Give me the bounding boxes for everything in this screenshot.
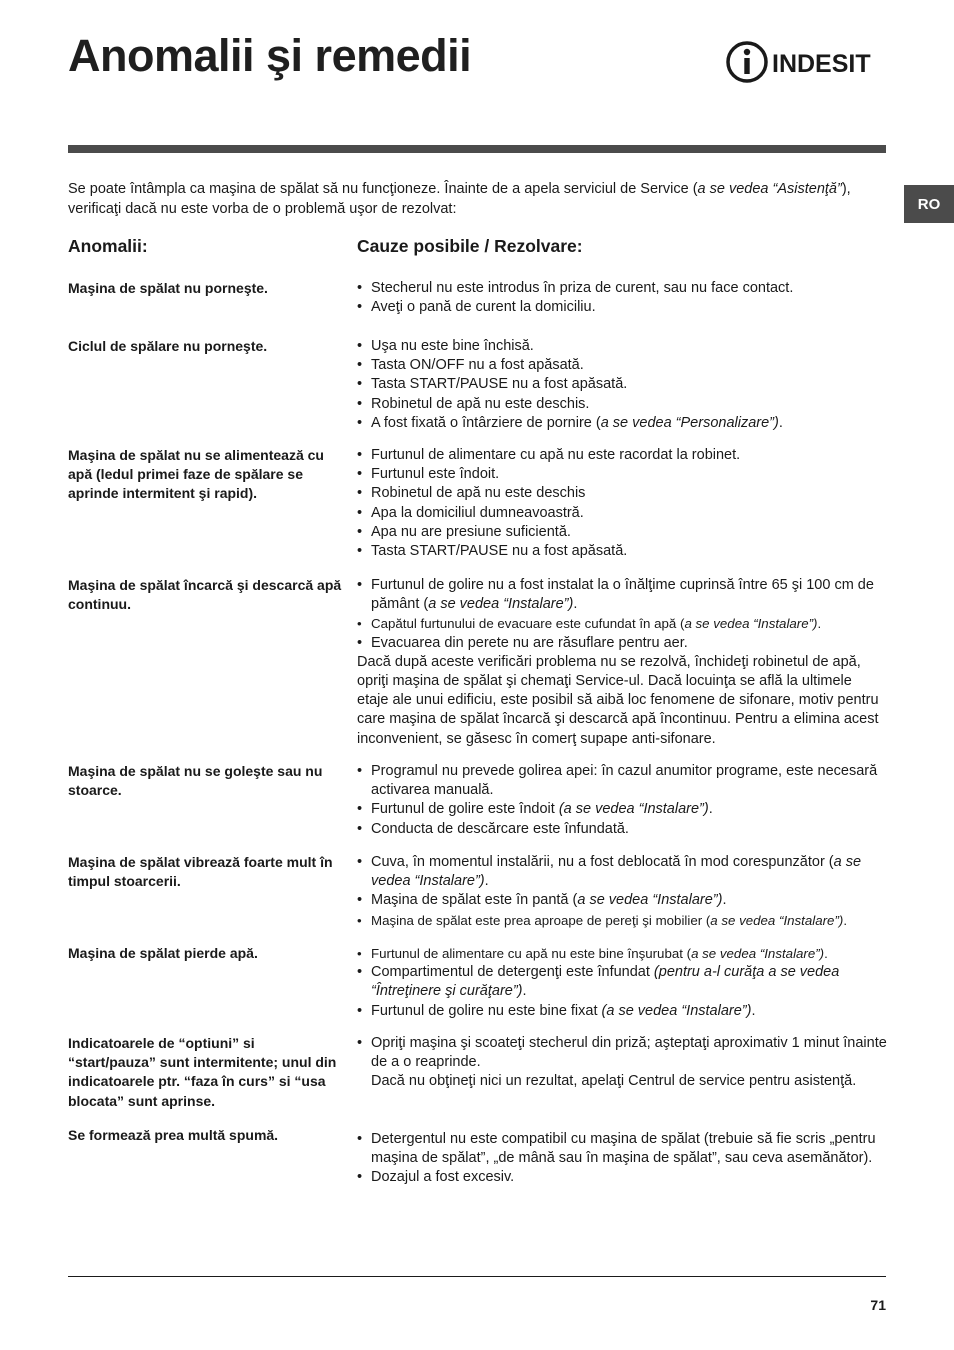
cause-text: Compartimentul de detergenţi este înfundat	[371, 964, 654, 981]
cause-item	[357, 395, 887, 414]
cause-text: Apa nu are presiune suficientă.	[371, 523, 571, 540]
causes-list	[357, 762, 887, 839]
anomaly-label: Indicatoarele de “optiuni” si “start/pauza” sunt intermitente; unul din indicatoarele ptr. “faza în curs” si “usa blocata” sunt aprinse.	[68, 1035, 337, 1109]
cause-item	[357, 484, 887, 503]
cause-text: Furtunul de golire nu a fost instalat la o înălţime cuprinsă între 65 şi 100 cm de pământ (	[371, 577, 874, 613]
cause-text: Robinetul de apă nu este deschis	[371, 485, 586, 502]
cause-text: Furtunul de alimentare cu apă nu este racordat la robinet.	[371, 447, 741, 463]
intro-text-italic: a se vedea “Asistenţă”	[697, 181, 842, 197]
cause-reference: a se vedea “Instalare”)	[428, 596, 574, 613]
cause-text: Cuva, în momentul instalării, nu a fost deblocată în mod corespunzător (	[371, 854, 834, 870]
cause-text: Stecherul nu este introdus în priza de curent, sau nu face contact.	[371, 280, 794, 296]
causes-list	[357, 1034, 887, 1092]
anomaly-label: Maşina de spălat încarcă şi descarcă apă continuu.	[68, 577, 342, 613]
cause-item	[357, 820, 887, 839]
cause-item	[357, 1034, 887, 1092]
cause-item	[357, 853, 887, 891]
page-title: Anomalii şi remedii	[68, 30, 472, 81]
cause-item	[357, 1130, 887, 1168]
cause-text-end: .	[817, 616, 822, 632]
intro-paragraph	[68, 180, 868, 219]
cause-item	[357, 762, 887, 800]
cause-item	[357, 446, 887, 465]
header-rule	[68, 145, 886, 153]
cause-text: Apa la domiciliul dumneavoastră.	[371, 504, 584, 521]
cause-text: Uşa nu este bine închisă.	[371, 338, 534, 354]
cause-text: Robinetul de apă nu este deschis.	[371, 395, 590, 412]
causes-list	[357, 1130, 887, 1188]
cause-item	[357, 1002, 887, 1021]
cause-item	[357, 356, 887, 375]
intro-text-after: ), verificaţi dacă nu este vorba de o problemă uşor de rezolvat:	[68, 181, 851, 217]
page-number: 71	[870, 1297, 886, 1313]
cause-text: Conducta de descărcare este înfundată.	[371, 820, 629, 837]
anomaly-label: Maşina de spălat vibrează foarte mult în timpul stoarcerii.	[68, 854, 333, 890]
cause-text: Evacuarea din perete nu are răsuflare pentru aer.	[371, 634, 688, 651]
causes-list	[357, 446, 887, 561]
cause-text: Tasta START/PAUSE nu a fost apăsată.	[371, 543, 628, 560]
cause-item	[357, 576, 887, 614]
footer-rule	[68, 1276, 886, 1277]
cause-item	[357, 523, 887, 542]
cause-text: Programul nu prevede golirea apei: în cazul anumitor programe, este necesară activarea manuală.	[371, 763, 878, 799]
cause-text: Furtunul de golire nu este bine fixat	[371, 1002, 602, 1019]
cause-item	[357, 337, 887, 356]
cause-text: Tasta START/PAUSE nu a fost apăsată.	[371, 376, 628, 393]
cause-item	[357, 504, 887, 523]
cause-text: Opriţi maşina şi scoateţi stecherul din priză; aşteptaţi aproximativ 1 minut înainte de a o reaprinde.	[371, 1035, 887, 1071]
cause-note: Dacă după aceste verificări problema nu se rezolvă, închideţi robinetul de apă, opriţi maşina de spălat şi chemaţi Service-ul. Dacă locuinţa se află la ultimele etaje ale unui edificiu, este posibil să aibă loc fenomene de sifonare, motiv pentru care maşina de spălat încarcă şi descarcă apă încontinuu. Pentru a elimina acest inconvenient, se găsesc în comerţ supape anti-sifonare.	[357, 653, 879, 747]
cause-reference: a se vedea “Instalare”)	[577, 892, 723, 909]
cause-reference: a se vedea “Instalare”)	[684, 616, 818, 632]
cause-reference: a se vedea “Instalare”)	[691, 946, 825, 961]
cause-followup: Dacă nu obţineţi nici un rezultat, apelaţi Centrul de service pentru asistenţă.	[371, 1073, 857, 1090]
cause-text: A fost fixată o întârziere de pornire (	[371, 414, 601, 431]
causes-list	[357, 576, 887, 749]
anomaly-label: Maşina de spălat nu se goleşte sau nu stoarce.	[68, 763, 323, 799]
cause-text-end: .	[708, 801, 713, 818]
language-tab: RO	[904, 185, 954, 223]
cause-item	[357, 911, 887, 930]
intro-text-before: Se poate întâmpla ca maşina de spălat să nu funcţioneze. Înainte de a apela serviciul de Service (	[68, 181, 698, 197]
cause-text: Maşina de spălat este prea aproape de pereţi şi mobilier (	[371, 912, 711, 928]
cause-text: Capătul furtunului de evacuare este cufundat în apă (	[371, 616, 685, 632]
cause-reference: a se vedea “Personalizare”)	[600, 414, 779, 431]
cause-text-end: .	[722, 892, 727, 909]
anomaly-label: Maşina de spălat pierde apă.	[68, 945, 258, 961]
causes-list	[357, 337, 887, 433]
cause-item	[357, 800, 887, 819]
cause-item	[357, 279, 887, 298]
column-header-anomalies: Anomalii:	[68, 236, 148, 256]
cause-reference: a se vedea “Instalare”)	[371, 854, 862, 890]
cause-item	[357, 963, 887, 1001]
cause-reference: (pentru a-l curăţa a se vedea “Întreţinere şi curăţare”)	[371, 964, 840, 1000]
cause-text: Tasta ON/OFF nu a fost apăsată.	[371, 357, 584, 374]
cause-text-end: .	[751, 1002, 756, 1019]
cause-item	[357, 465, 887, 484]
cause-item	[357, 414, 887, 433]
anomaly-label: Maşina de spălat nu porneşte.	[68, 280, 268, 296]
anomaly-label: Ciclul de spălare nu porneşte.	[68, 338, 268, 354]
causes-list	[357, 279, 887, 317]
cause-text: Maşina de spălat este în pantă (	[371, 892, 578, 909]
cause-text: Detergentul nu este compatibil cu maşina de spălat (trebuie să fie scris „pentru maşina de spălat”, „de mână sau în maşina de spălat”, sau ceva asemănător).	[371, 1131, 876, 1167]
anomaly-label: Se formează prea multă spumă.	[68, 1127, 279, 1143]
causes-list	[357, 853, 887, 930]
cause-reference: (a se vedea “Instalare”)	[601, 1002, 752, 1019]
column-header-causes: Cauze posibile / Rezolvare:	[357, 236, 583, 256]
brand-text: INDESIT	[772, 50, 871, 78]
cause-item	[357, 891, 887, 910]
cause-item	[357, 614, 887, 633]
cause-reference: (a se vedea “Instalare”)	[558, 801, 709, 818]
cause-reference: a se vedea “Instalare”)	[710, 912, 844, 928]
cause-text-end: .	[573, 596, 578, 613]
cause-text-end: .	[484, 873, 489, 890]
cause-text: Aveţi o pană de curent la domiciliu.	[371, 299, 596, 316]
cause-text: Dozajul a fost excesiv.	[371, 1169, 515, 1186]
indesit-logo	[726, 40, 886, 84]
cause-text: Furtunul de golire este îndoit	[371, 801, 559, 818]
cause-item	[357, 298, 887, 317]
cause-text-end: .	[843, 912, 848, 928]
anomaly-label: Maşina de spălat nu se alimentează cu apă (ledul primei faze de spălare se aprinde intermitent şi rapid).	[68, 447, 324, 502]
cause-text-end: .	[824, 946, 828, 961]
cause-item	[357, 375, 887, 394]
cause-text-end: .	[778, 414, 783, 431]
cause-text-end: .	[522, 983, 527, 1000]
cause-item	[357, 1168, 887, 1187]
cause-item	[357, 634, 887, 653]
causes-list	[357, 944, 887, 1021]
cause-text: Furtunul este îndoit.	[371, 466, 500, 483]
cause-item	[357, 944, 887, 963]
cause-text: Furtunul de alimentare cu apă nu este bine înşurubat (	[371, 946, 692, 961]
cause-item	[357, 542, 887, 561]
